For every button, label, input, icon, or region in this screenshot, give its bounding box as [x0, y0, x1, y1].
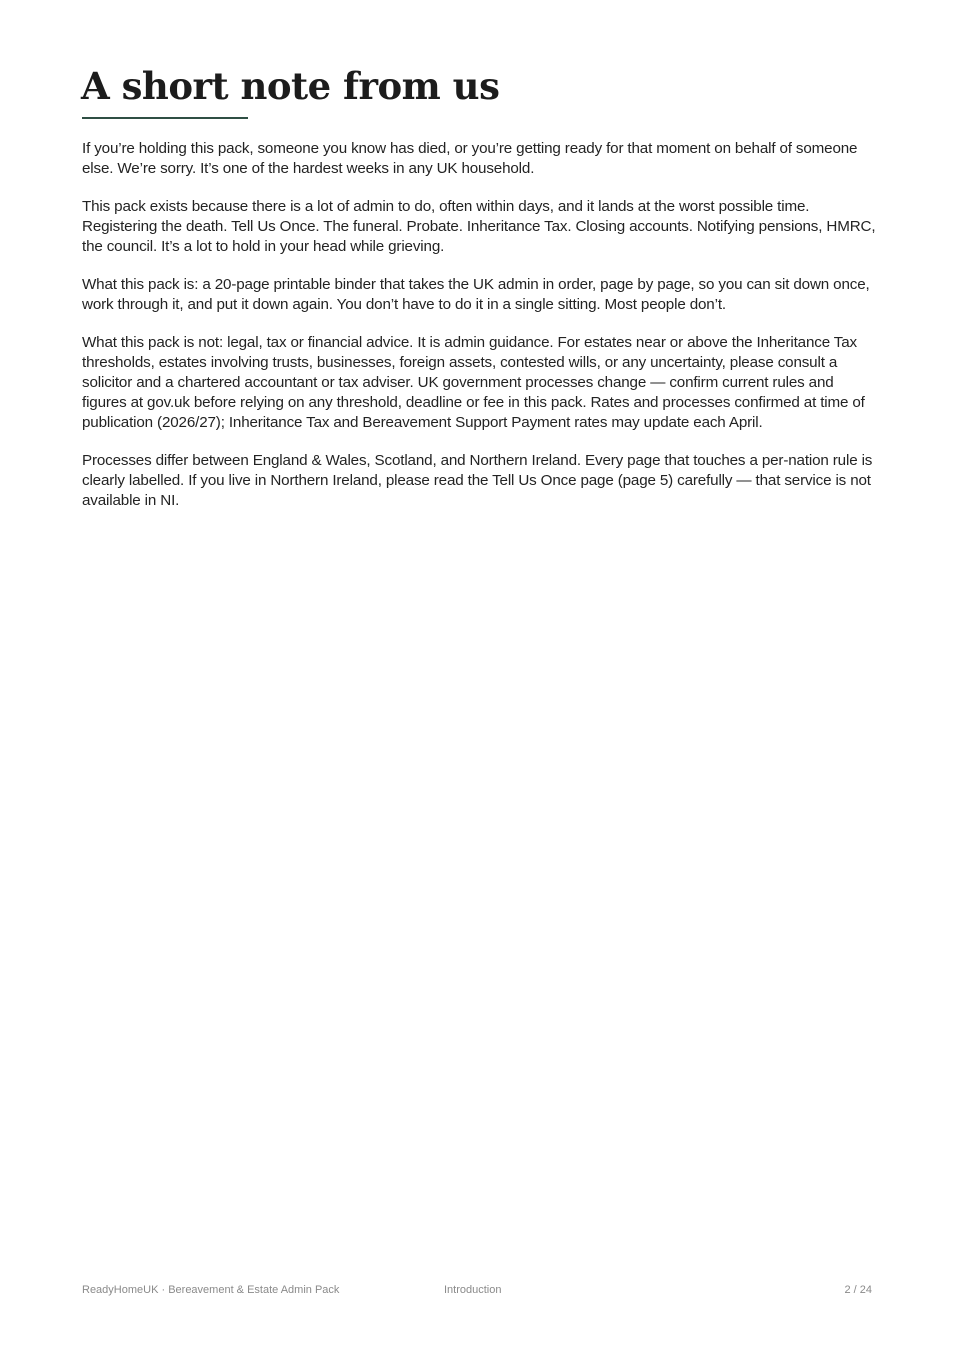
title-underline [82, 117, 248, 119]
page-title: A short note from us [81, 64, 500, 108]
footer-page-number: 2 / 24 [844, 1284, 872, 1296]
paragraph-nations: Processes differ between England & Wales, Scotland, and Northern Ireland. Every page that touches a per-nation rule is clearly labelled. If you live in Northern Ireland, please read the Tell Us Once page (page 5) carefully — that service is not available in NI. [82, 452, 873, 509]
paragraph-purpose: This pack exists because there is a lot of admin to do, often within days, and it lands at the worst possible time. Registering the death. Tell Us Once. The funeral. Probate. Inheritance Tax. Closing accounts. Notifying pensions, HMRC, the council. It’s a lot to hold in your head while grieving. [82, 198, 876, 255]
footer-publication: ReadyHomeUK · Bereavement & Estate Admin Pack [82, 1284, 340, 1296]
footer-section: Introduction [444, 1284, 502, 1296]
paragraph-intro: If you’re holding this pack, someone you know has died, or you’re getting ready for that moment on behalf of someone else. We’re sorry. It’s one of the hardest weeks in any UK household. [82, 140, 858, 177]
paragraph-what-it-is-not: What this pack is not: legal, tax or financial advice. It is admin guidance. For estates near or above the Inheritance Tax thresholds, estates involving trusts, businesses, foreign assets, contested wills, or any uncertainty, please consult a solicitor and a chartered accountant or tax adviser. UK government processes change — confirm current rules and figures at gov.uk before relying on any threshold, deadline or fee in this pack. Rates and processes confirmed at time of publication (2026/27); Inheritance Tax and Bereavement Support Payment rates may update each April. [82, 334, 865, 431]
body-text [82, 139, 878, 529]
paragraph-what-it-is: What this pack is: a 20-page printable binder that takes the UK admin in order, page by page, so you can sit down once, work through it, and put it down again. You don’t have to do it in a single sitting. Most people don’t. [82, 276, 870, 313]
page-footer [82, 1283, 872, 1297]
